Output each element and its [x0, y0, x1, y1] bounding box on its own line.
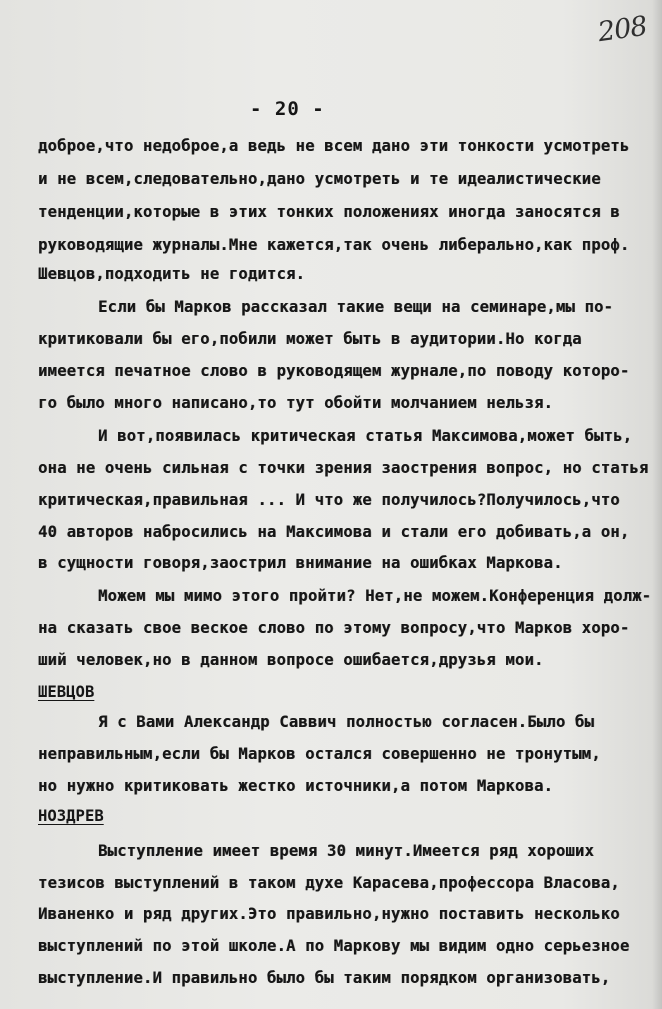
text-line: тенденции,которые в этих тонких положениях иногда заносятся в	[38, 203, 620, 221]
speaker-name: НОЗДРЕВ	[38, 807, 104, 825]
page-edge-shadow	[652, 0, 662, 1009]
text-line: в сущности говоря,заострил внимание на ошибках Маркова.	[38, 554, 563, 572]
text-line: го было много написано,то тут обойти молчанием нельзя.	[38, 394, 554, 412]
text-line: но нужно критиковать жестко источники,а потом Маркова.	[38, 777, 554, 795]
text-line: Я с Вами Александр Саввич полностью согласен.Было бы	[98, 713, 594, 731]
text-line: на сказать свое веское слово по этому вопросу,что Марков хоро-	[38, 619, 630, 637]
text-line: выступление.И правильно было бы таким порядком организовать,	[38, 969, 611, 987]
text-line: неправильным,если бы Марков остался совершенно не тронутым,	[38, 745, 601, 763]
text-line: 40 авторов набросились на Максимова и стали его добивать,а он,	[38, 523, 630, 541]
text-line: критическая,правильная ... И что же получилось?Получилось,что	[38, 491, 620, 509]
text-line: ший человек,но в данном вопросе ошибается,друзья мои.	[38, 651, 544, 669]
text-line: руководящие журналы.Мне кажется,так очень либерально,как проф.	[38, 236, 630, 254]
text-line: выступлений по этой школе.А по Маркову мы видим одно серьезное	[38, 937, 630, 955]
text-line: И вот,появилась критическая статья Максимова,может быть,	[98, 427, 633, 445]
text-line: Иваненко и ряд других.Это правильно,нужно поставить несколько	[38, 905, 620, 923]
text-line: критиковали бы его,побили может быть в аудитории.Но когда	[38, 330, 582, 348]
page-number: - 20 -	[250, 98, 325, 120]
text-line: Можем мы мимо этого пройти? Нет,не можем.Конференция долж-	[98, 587, 652, 605]
text-line: и не всем,следовательно,дано усмотреть и те идеалистические	[38, 170, 601, 188]
text-line: Шевцов,подходить не годится.	[38, 265, 306, 283]
text-line: тезисов выступлений в таком духе Карасева,профессора Власова,	[38, 874, 620, 892]
speaker-name: ШЕВЦОВ	[38, 683, 95, 701]
text-line: имеется печатное слово в руководящем журнале,по поводу которо-	[38, 362, 630, 380]
text-line: доброе,что недоброе,а ведь не всем дано эти тонкости усмотреть	[38, 137, 630, 155]
text-line: Если бы Марков рассказал такие вещи на семинаре,мы по-	[98, 298, 614, 316]
text-line: Выступление имеет время 30 минут.Имеется ряд хороших	[98, 842, 594, 860]
text-line: она не очень сильная с точки зрения заострения вопрос, но статья	[38, 459, 649, 477]
archive-page-number: 208	[596, 10, 649, 49]
